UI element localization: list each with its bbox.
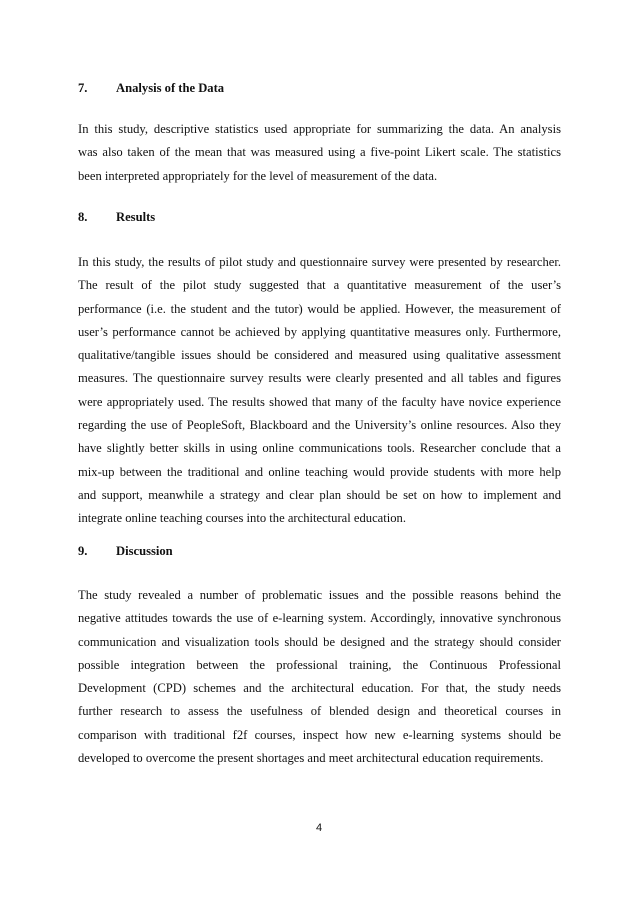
paragraph-line: and support, meanwhile a strategy and clear plan should be set on how to implement and xyxy=(78,487,561,502)
paragraph-line: was also taken of the mean that was measured using a five-point Likert scale. The statistics xyxy=(78,145,561,160)
section-title: Analysis of the Data xyxy=(116,81,225,95)
section-7-heading xyxy=(78,80,224,96)
section-8-paragraph xyxy=(78,251,561,531)
paragraph-line: communication and visualization tools should be designed and the strategy should consider xyxy=(78,634,561,649)
paragraph-line: user’s performance cannot be achieved by applying quantitative measures only. Furthermore, xyxy=(78,324,561,339)
paragraph-line: In this study, descriptive statistics used appropriate for summarizing the data. An analysis xyxy=(78,122,561,136)
section-number: 7. xyxy=(78,81,88,95)
paragraph-line: were appropriately used. The results showed that many of the faculty have novice experience xyxy=(78,394,561,409)
section-title: Discussion xyxy=(116,544,173,558)
paragraph-line: comparison with traditional f2f courses, inspect how new e-learning systems should be xyxy=(78,727,561,742)
section-7-paragraph xyxy=(78,118,561,188)
section-9-paragraph xyxy=(78,584,561,770)
paragraph-line: mix-up between the traditional and online teaching would provide students with more help xyxy=(78,464,561,479)
paragraph-line: The study revealed a number of problematic issues and the possible reasons behind the xyxy=(78,588,561,602)
paragraph-line: Development (CPD) schemes and the architectural education. For that, the study needs xyxy=(78,681,561,696)
section-number: 9. xyxy=(78,544,88,558)
paragraph-line: integrate online teaching courses into the architectural education. xyxy=(78,511,407,526)
section-title: Results xyxy=(116,210,156,224)
paragraph-line: further research to assess the usefulness of blended design and theoretical courses in xyxy=(78,704,561,719)
paragraph-line: been interpreted appropriately for the level of measurement of the data. xyxy=(78,168,438,183)
paragraph-line: possible integration between the professional training, the Continuous Professional xyxy=(78,657,561,672)
page-number: 4 xyxy=(315,822,323,834)
paragraph-line: The result of the pilot study suggested that a quantitative measurement of the user’s xyxy=(78,278,561,293)
paragraph-line: have slightly better skills in using online communications tools. Researcher conclude that a xyxy=(78,441,561,456)
paragraph-line: measures. The questionnaire survey results were clearly presented and all tables and figures xyxy=(78,371,561,386)
paragraph-line: qualitative/tangible issues should be considered and measured using qualitative assessment xyxy=(78,348,561,363)
paragraph-line: performance (i.e. the student and the tutor) would be applied. However, the measurement of xyxy=(78,301,561,316)
paragraph-line: regarding the use of PeopleSoft, Blackboard and the University’s online resources. Also they xyxy=(78,418,561,433)
section-number: 8. xyxy=(78,210,88,224)
paragraph-line: negative attitudes towards the use of e-learning system. Accordingly, innovative synchronous xyxy=(78,611,561,626)
paragraph-line: developed to overcome the present shortages and meet architectural education requirements. xyxy=(78,751,544,766)
section-9-heading xyxy=(78,543,173,559)
section-8-heading xyxy=(78,209,155,225)
paragraph-line: In this study, the results of pilot study and questionnaire survey were presented by researcher. xyxy=(78,255,561,269)
